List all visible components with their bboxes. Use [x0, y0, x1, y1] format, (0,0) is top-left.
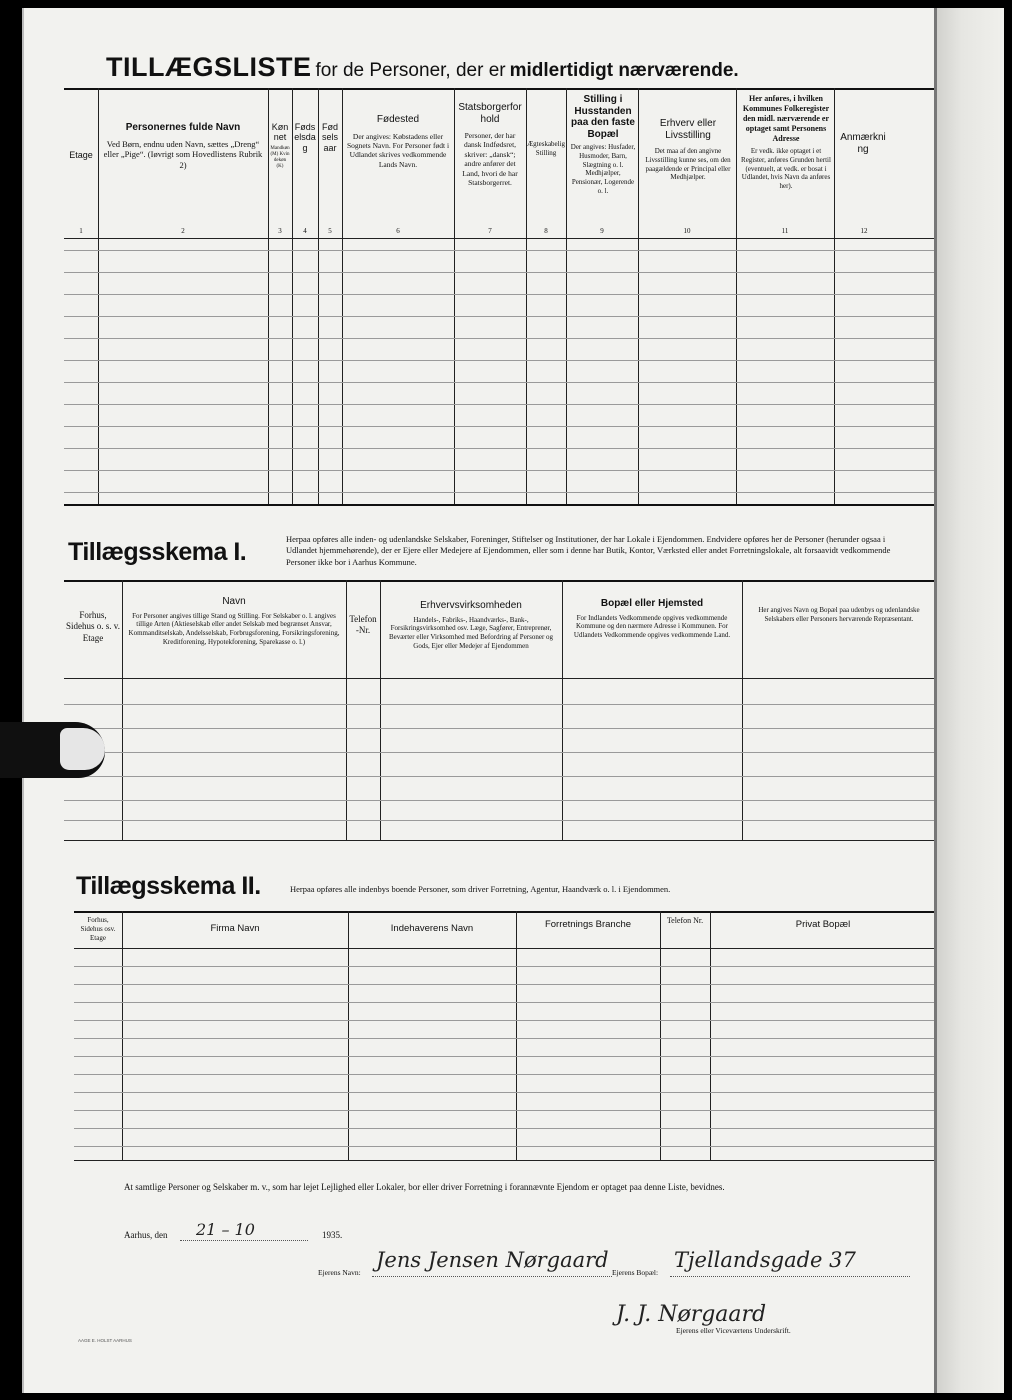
col-birthplace-header: Fødested Der angives: Købstadens eller Sognets Navn. For Personer født i Udlandet skrives vedkommende Lands Navn.: [346, 114, 450, 169]
col-number: 6: [396, 227, 400, 235]
s1-col-phone-header: Telefon-Nr.: [349, 614, 377, 636]
s2-col-etage-header: Forhus, Sidehus osv. Etage: [80, 916, 116, 942]
schema-2-title: Tillægsskema II.: [76, 872, 261, 900]
printer-mark: AAGE E. HOLST AARHUS: [78, 1338, 132, 1343]
owner-address-handwritten: Tjellandsgade 37: [674, 1248, 856, 1272]
col-register-header: Her anføres, i hvilken Kommunes Folkeregister den midl. nærværende er optaget samt Personens Adresse Er vedk. ikke optaget i et Register, anføres Grunden hertil (eventuelt, at vedk. er bosat i Udlandet, hvis Navn da anføres her).: [741, 94, 831, 190]
col-number: 3: [278, 227, 282, 235]
title-rest: for de Personer, der er: [315, 60, 506, 81]
form-page: [22, 8, 934, 1393]
col-etage-header: Etage: [69, 150, 93, 160]
col-number: 10: [683, 227, 691, 235]
s2-col-branch-header: Forretnings Branche: [544, 919, 632, 930]
owner-name-handwritten: Jens Jensen Nørgaard: [376, 1248, 609, 1272]
col-remarks-header: Anmærkning: [840, 132, 886, 155]
col-occupation-header: Erhverv eller Livsstilling Det maa af den angivne Livsstilling kunne ses, om den paagældende er Principal eller Medhjælper.: [645, 118, 731, 182]
s1-col-name-header: Navn For Personer angives tillige Stand og Stilling. For Selskaber o. l. angives tillige Arten (Aktieselskab eller andet Selskab med begrænset Ansvar, Kommanditselskab, Andelsselskab, Forbrugsforening, Forsikringsforening, Kreditforening, Hypotekforening, Sparekasse o. l.): [128, 596, 340, 646]
col-number: 2: [181, 227, 185, 235]
col-birthday-header: Fødselsdag: [294, 122, 316, 153]
col-number: 4: [303, 227, 307, 235]
s2-col-owner-header: Indehaverens Navn: [390, 923, 474, 934]
col-birthyear-header: Fødselsaar: [321, 122, 338, 153]
s1-col-residence-header: Bopæl eller Hjemsted For Indlandets Vedkommende opgives vedkommende Kommune og den nærmere Adresse i Kommunen. For Udlandets Vedkommende opgives vedkommende Land.: [573, 598, 731, 639]
col-number: 11: [781, 227, 789, 235]
col-name-header: Personernes fulde Navn Ved Børn, endnu uden Navn, sættes „Dreng“ eller „Pige“. (Iøvrigt som Hovedlistens Rubrik 2): [103, 122, 263, 170]
adjacent-page-edge: [934, 8, 1004, 1393]
s2-col-phone-header: Telefon Nr.: [666, 916, 704, 925]
date-place-label: Aarhus, den: [124, 1230, 168, 1240]
signature-label: Ejerens eller Viceværtens Underskrift.: [676, 1326, 791, 1335]
title-bold: TILLÆGSLISTE: [106, 52, 312, 82]
col-number: 5: [328, 227, 332, 235]
attestation-statement: At samtlige Personer og Selskaber m. v., som har lejet Lejlighed eller Lokaler, bor eller driver Forretning i forannævnte Ejendom er optaget paa denne Liste, bevidnes.: [124, 1182, 725, 1192]
year-label: 1935.: [322, 1230, 343, 1240]
date-handwritten: 21 – 10: [196, 1220, 255, 1239]
col-household-header: Stilling i Husstanden paa den faste Bopæl Der angives: Husfader, Husmoder, Barn, Slægtning o. l. Medhjælper, Pensionær, Logerende o. l.: [570, 94, 636, 195]
col-marital-header: Ægteskabelig Stilling: [526, 140, 566, 157]
thumbnail: [60, 728, 105, 770]
col-number: 8: [544, 227, 548, 235]
s1-col-representative-header: Her angives Navn og Bopæl paa udenbys og udenlandske Selskabers eller Personers herværende Repræsentant.: [758, 606, 920, 623]
owner-address-label: Ejerens Bopæl:: [612, 1268, 659, 1277]
col-number: 7: [488, 227, 492, 235]
owner-address-line: [670, 1276, 910, 1277]
date-line: [180, 1240, 308, 1241]
s1-col-etage-header: Forhus, Sidehus o. s. v. Etage: [66, 610, 120, 643]
s2-col-address-header: Privat Bopæl: [795, 919, 851, 930]
col-gender-header: Kønnet Mandkøn (M) Kvindekøn (K): [270, 122, 290, 169]
col-citizenship-header: Statsborgerforhold Personer, der har dansk Indfødsret, skriver: „dansk“; andre anfører det Land, hvori de har Statsborgerret.: [458, 102, 522, 187]
title-bold-2: midlertidigt nærværende.: [509, 60, 739, 81]
schema-1-description: Herpaa opføres alle inden- og udenlandske Selskaber, Foreninger, Stiftelser og Institutioner, der har Lokale i Ejendommen. Endvidere opføres her de Personer (herunder ogsaa i Udlandet hjemmehørende), der er Ejere eller Medejere af Ejendommen, eller som i denne har Butik, Kontor, Værksted eller andet Forretningslokale, alt forsaavidt vedkommende Personer ikke bor i Aarhus Kommune.: [286, 534, 891, 567]
owner-name-line: [372, 1276, 612, 1277]
col-number: 1: [79, 227, 83, 235]
s1-col-business-header: Erhvervsvirksomheden Handels-, Fabriks-, Haandværks-, Bank-, Forsikringsvirksomhed osv. Læge, Sagfører, Entreprenør, Beværter eller Virksomhed med Befordring af Personer og Gods, Ejer eller Medejer af Ejendommen: [388, 600, 554, 650]
schema-2-description: Herpaa opføres alle indenbys boende Personer, som driver Forretning, Agentur, Haandværk o. l. i Ejendommen.: [290, 884, 671, 894]
s2-col-firm-header: Firma Navn: [210, 923, 260, 934]
col-number: 12: [860, 227, 868, 235]
owner-name-label: Ejerens Navn:: [318, 1268, 361, 1277]
owner-signature: J. J. Nørgaard: [616, 1302, 767, 1327]
schema-1-title: Tillægsskema I.: [68, 538, 247, 566]
col-number: 9: [600, 227, 604, 235]
page-title: [106, 52, 936, 83]
